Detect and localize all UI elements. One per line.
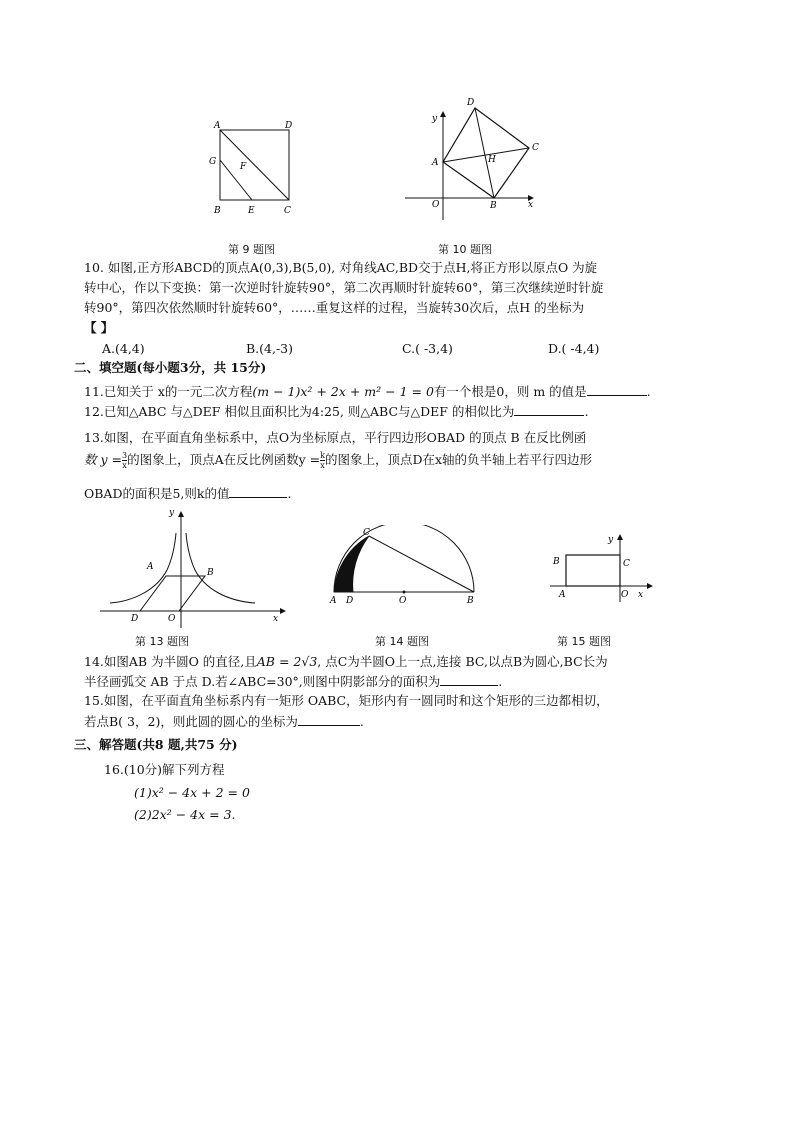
figure-15-caption: 第 15 题图: [557, 635, 611, 648]
q11-answer-blank[interactable]: [587, 383, 647, 396]
fig10-label-o: O: [432, 200, 440, 210]
q11-pre: 11.已知关于 x的一元二次方程: [84, 384, 253, 399]
q12-end: .: [584, 404, 589, 419]
q10-option-b: B.(4,-3): [246, 341, 294, 356]
q10-option-c: C.( -3,4): [402, 341, 453, 356]
figure-9-caption: 第 9 题图: [228, 243, 275, 256]
q13-l2c: 的图象上，顶点D在x轴的负半轴上若平行四边形: [324, 452, 593, 467]
fig15-label-b: B: [553, 557, 560, 567]
q10-line2: 转中心，作以下变换：第一次逆时针旋转90°，第二次再顺时针旋转60°，第三次继续逆时针旋: [84, 280, 604, 295]
fig15-label-x: x: [638, 590, 644, 600]
q13-fraction-k-over-x: $\frac{k}{x}$: [320, 451, 325, 470]
q15-line1: 15.如图，在平面直角坐标系内有一矩形 OABC，矩形内有一圆同时和这个矩形的三边都相切，: [84, 693, 609, 708]
q14-l1b: , 点C为半圆O上一点,连接 BC,以点B为圆心,BC长为: [317, 654, 608, 669]
q16-title: 16.(10分)解下列方程: [104, 762, 225, 777]
section-3-title: 三、解答题(共8 题,共75 分): [74, 737, 238, 752]
fig13-label-a: A: [147, 562, 154, 572]
q14-line1: [84, 654, 608, 670]
fig10-label-c: C: [532, 143, 539, 153]
q13-answer-blank[interactable]: [229, 485, 287, 498]
fig14-label-d: D: [346, 596, 354, 605]
q15-answer-blank[interactable]: [298, 713, 360, 726]
fig14-label-b: B: [467, 596, 474, 605]
figure-14: [326, 525, 481, 605]
fig14-label-a: A: [330, 596, 337, 605]
fig10-label-x: x: [528, 200, 534, 210]
q11-post: 有一个根是0，则 m 的值是: [433, 384, 587, 399]
section-2-title: 二、填空题(每小题3分，共 15分): [74, 360, 267, 375]
q11-equation: (m − 1)x² + 2x + m² − 1 = 0: [252, 384, 434, 399]
q16-equation-1: (1)x² − 4x + 2 = 0: [134, 785, 250, 800]
fig9-label-g: G: [209, 157, 217, 167]
fig14-label-o: O: [399, 596, 407, 605]
q13-l2b: 的图象上，顶点A在反比例函数y =: [127, 452, 321, 467]
fig10-label-b: B: [490, 201, 497, 211]
q11-end: .: [646, 384, 651, 399]
q10-line3: 转90°，第四次依然顺时针旋转60°，……重复这样的过程，当旋转30次后，点H 的坐标为: [84, 300, 585, 315]
figure-14-caption: 第 14 题图: [375, 635, 429, 648]
q12-text: 12.已知△ABC 与△DEF 相似且面积比为4:25, 则△ABC与△DEF 的相似比为: [84, 404, 515, 419]
figure-15: [545, 530, 655, 605]
q10-option-a: A.(4,4): [102, 341, 145, 356]
q14-l1a: 14.如图AB 为半圆O 的直径,且: [84, 654, 257, 669]
fig10-label-h: H: [488, 155, 496, 165]
figure-10-caption: 第 10 题图: [438, 243, 492, 256]
q13-line1: 13.如图，在平面直角坐标系中，点O为坐标原点，平行四边形OBAD 的顶点 B 在反比例函: [84, 430, 587, 445]
fig10-label-y: y: [432, 114, 438, 124]
fig15-label-y: y: [608, 535, 614, 545]
q15-end: .: [359, 714, 364, 729]
fig9-label-f: F: [240, 162, 247, 172]
fig13-label-b: B: [207, 568, 214, 578]
fig9-label-b: B: [214, 206, 221, 216]
figure-13-caption: 第 13 题图: [135, 635, 189, 648]
fig13-label-y: y: [169, 508, 175, 518]
fig15-label-o: O: [621, 590, 629, 600]
fig13-label-x: x: [273, 614, 279, 624]
fig15-label-c: C: [623, 559, 630, 569]
figure-13: [95, 505, 290, 630]
q16-equation-2: (2)2x² − 4x = 3.: [134, 807, 236, 822]
q15-line2: [84, 713, 364, 730]
q12-line: [84, 403, 588, 420]
q11-line: [84, 383, 651, 400]
fig9-label-e: E: [248, 206, 255, 216]
q14-line2: [84, 673, 502, 690]
figure-9: [200, 115, 310, 220]
figure-10: [400, 95, 545, 220]
q14-equation: AB = 2√3: [256, 654, 318, 669]
fig10-label-d: D: [467, 98, 475, 108]
q13-line3-text: OBAD的面积是5,则k的值: [84, 486, 230, 501]
fig10-label-a: A: [432, 158, 439, 168]
q13-fraction-3-over-x: $\frac{3}{x}$: [121, 451, 128, 470]
q10-line1: 10. 如图,正方形ABCD的顶点A(0,3),B(5,0), 对角线AC,BD交于点H,将正方形以原点O 为旋: [84, 260, 598, 275]
fig13-label-d: D: [131, 614, 139, 624]
q10-option-d: D.( -4,4): [548, 341, 600, 356]
q10-answer-bracket: 【 】: [84, 320, 114, 335]
q12-answer-blank[interactable]: [514, 403, 584, 416]
fig9-label-a: A: [214, 121, 221, 131]
fig13-label-o: O: [168, 614, 176, 624]
q14-end: .: [498, 674, 503, 689]
q14-line2-text: 半径画弧交 AB 于点 D.若∠ABC=30°,则图中阴影部分的面积为: [84, 674, 441, 689]
q13-line2: [84, 451, 592, 470]
fig15-label-a: A: [559, 590, 566, 600]
fig9-label-d: D: [285, 121, 293, 131]
fig9-label-c: C: [284, 206, 291, 216]
q13-end: .: [287, 486, 292, 501]
q13-l2a: 数 y =: [84, 452, 122, 467]
q14-answer-blank[interactable]: [440, 673, 498, 686]
q15-line2-text: 若点B( 3，2)，则此圆的圆心的坐标为: [84, 714, 298, 729]
q13-line3: [84, 485, 291, 502]
fig14-label-c: C: [363, 528, 370, 538]
